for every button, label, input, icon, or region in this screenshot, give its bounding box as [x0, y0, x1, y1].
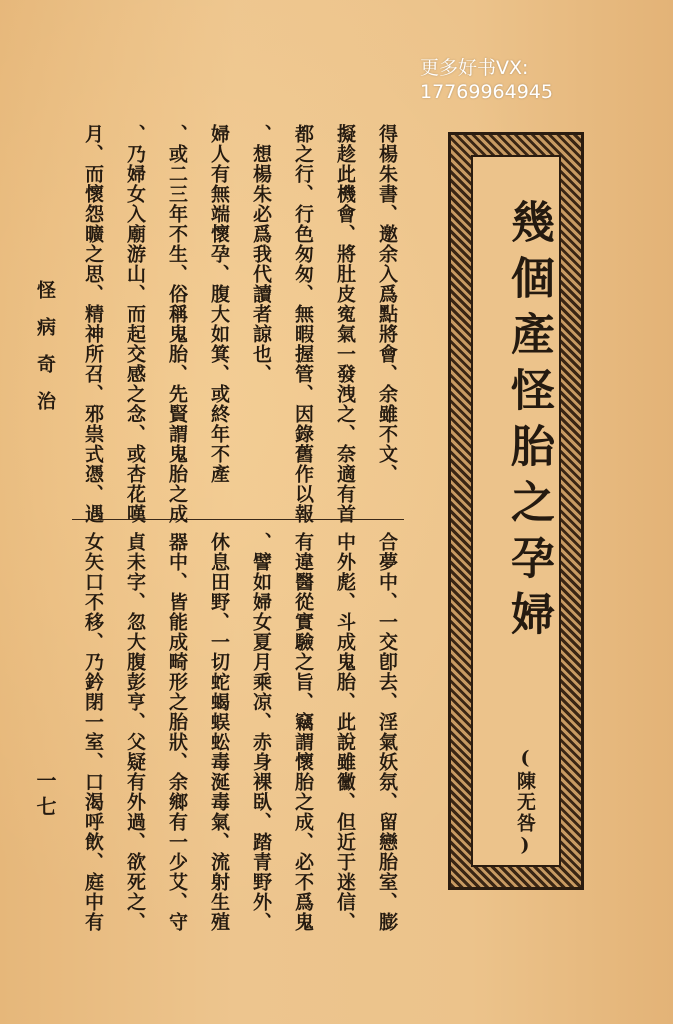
watermark: [420, 56, 553, 104]
title-frame: [448, 132, 584, 890]
article-title: 幾個產怪胎之孕婦: [503, 199, 554, 647]
text-column-lower-1: 合夢中、一交卽去、淫氣妖氛、留戀胎室、膨: [376, 532, 398, 932]
text-column-upper-8: 月、而懷怨曠之思、精神所召、邪祟式憑、遇: [82, 124, 104, 524]
text-column-lower-8: 女矢口不移、乃鈐閉一室、口渴呼飲、庭中有: [82, 532, 104, 932]
text-column-upper-3: 都之行、行色匆匆、無暇握管、因錄舊作以報: [292, 124, 314, 524]
text-column-lower-6: 器中、皆能成畸形之胎狀、余鄉有一少艾、守: [166, 532, 188, 932]
running-header: 怪病奇治: [34, 280, 56, 428]
title-frame-inner: [471, 155, 561, 867]
text-column-lower-5: 休息田野、一切蛇蝎蜈蚣毒涎毒氣、流射生殖: [208, 532, 230, 932]
text-column-lower-3: 有違醫從實驗之旨、竊謂懷胎之成、必不爲鬼: [292, 532, 314, 932]
watermark-line-1: 更多好书VX:: [420, 57, 529, 79]
text-column-upper-2: 擬趁此機會、將肚皮寃氣一發洩之、奈適有首: [334, 124, 356, 524]
section-divider: [72, 519, 404, 520]
watermark-line-2: 17769964945: [420, 81, 553, 103]
text-column-upper-5: 婦人有無端懷孕、腹大如箕、或終年不產: [208, 124, 230, 484]
author-name: (陳无咎): [514, 747, 536, 858]
text-column-lower-4: 、譬如婦女夏月乘凉、赤身裸臥、踏青野外、: [250, 532, 272, 932]
text-column-upper-4: 、想楊朱必爲我代讀者諒也、: [250, 124, 272, 384]
text-column-upper-7: 、乃婦女入廟游山、而起交感之念、或杏花嘆: [124, 124, 146, 524]
text-column-upper-1: 得楊朱書、邀余入爲點將會、余雖不文、: [376, 124, 398, 484]
text-column-lower-2: 中外彪、斗成鬼胎、此說雖黴、但近于迷信、: [334, 532, 356, 932]
text-column-lower-7: 貞未字、忽大腹彭亨、父疑有外過、欲死之、: [124, 532, 146, 932]
page-number: 一七: [33, 770, 57, 822]
text-column-upper-6: 、或二三年不生、俗稱鬼胎、先賢謂鬼胎之成: [166, 124, 188, 524]
